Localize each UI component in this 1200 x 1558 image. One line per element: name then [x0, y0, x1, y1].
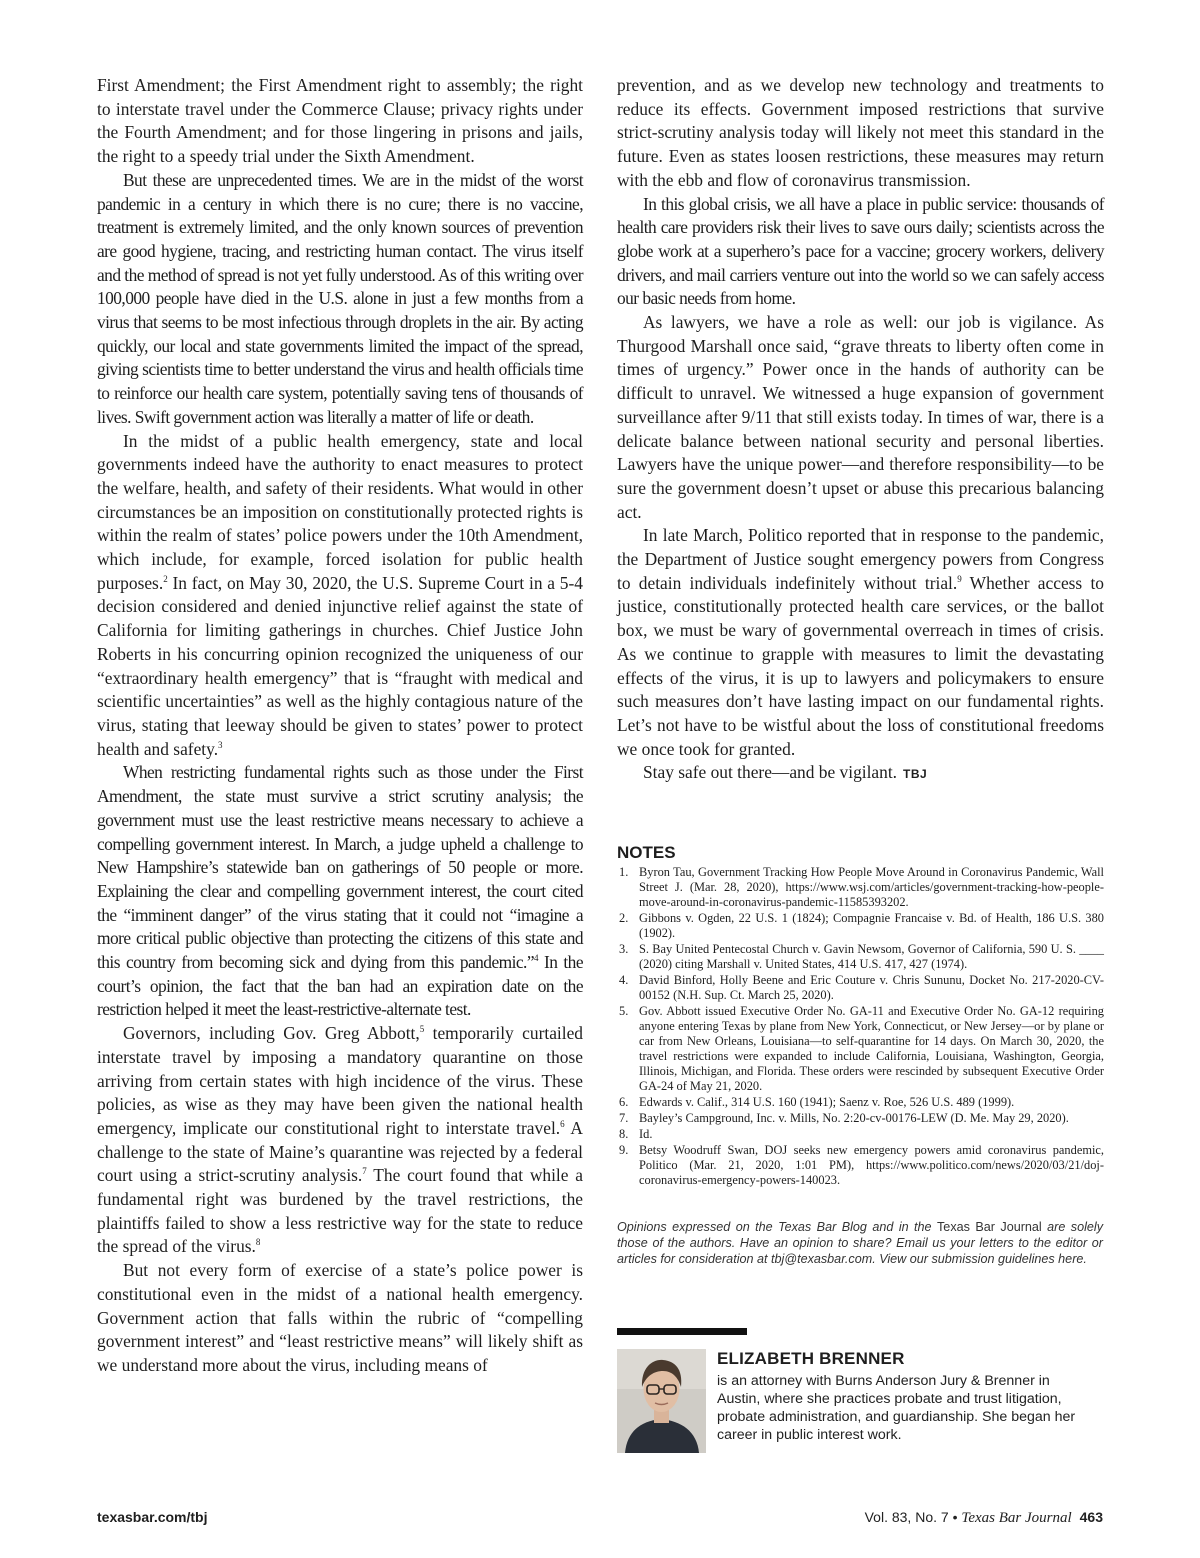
page-number: 463 [1079, 1509, 1103, 1525]
paragraph [97, 761, 583, 1022]
footnote-ref: 7 [362, 1166, 367, 1177]
note-text: Id. [639, 1127, 653, 1141]
paragraph [617, 761, 1104, 787]
end-mark: TBJ [903, 767, 928, 782]
paragraph-text: When restricting fundamental rights such as those under the First Amendment, the state must survive a strict scrutiny analysis; the government must use the least restrictive means necessary to achieve a compelling government interest. In March, a judge upheld a challenge to New Hampshire’s statewide ban on gatherings of 50 people or more. Explaining the clear and compelling government interest, the court cited the “imminent danger” of the virus stating that it could not “imagine a more critical public objective than protecting the citizens of this state and this country from becoming sick and dying from this pandemic.” [97, 762, 583, 973]
note-item [617, 973, 1104, 1003]
note-item [617, 1095, 1104, 1110]
note-number: 4. [619, 973, 629, 987]
paragraph-text: temporarily curtailed interstate travel by imposing a mandatory quarantine on those arriving from certain states with high incidence of the virus. These policies, as wise as they may have been given the national health emergency, implicate our constitutional right to interstate travel. [97, 1023, 583, 1138]
note-item [617, 1111, 1104, 1126]
paragraph [97, 430, 583, 762]
note-number: 3. [619, 942, 629, 956]
note-item [617, 942, 1104, 972]
notes-heading: NOTES [617, 843, 676, 862]
note-item [617, 1004, 1104, 1094]
left-column [97, 74, 583, 1378]
note-text: Betsy Woodruff Swan, DOJ seeks new emergency powers amid coronavirus pandemic, Politico (Mar. 21, 2020, 1:01 PM), https://www.politico.com/news/2020/03/21/doj-coronavirus-emergency-powers-140023. [639, 1143, 1104, 1187]
note-number: 9. [619, 1143, 629, 1157]
volume-number: Vol. 83, No. 7 [864, 1509, 949, 1525]
paragraph-text: In late March, Politico reported that in response to the pandemic, the Department of Justice sought emergency powers from Congress to detain individuals indefinitely without trial. [617, 525, 1104, 593]
opinion-text: Opinions expressed on the Texas Bar Blog and in the [617, 1220, 938, 1234]
author-photo [617, 1349, 706, 1453]
separator-bullet: • [952, 1509, 958, 1525]
paragraph-text: A challenge to the state of Maine’s quarantine was rejected by a federal court using a strict-scrutiny analysis. [97, 1117, 583, 1186]
note-text: Gibbons v. Ogden, 22 U.S. 1 (1824); Compagnie Francaise v. Bd. of Health, 186 U.S. 380 (1902). [639, 911, 1104, 940]
paragraph-text: In the court’s opinion, the fact that the ban had an expiration date on the restriction helped it meet the least-restrictive-alternate test. [97, 952, 583, 1020]
note-number: 8. [619, 1127, 629, 1141]
note-number: 7. [619, 1111, 629, 1125]
footer-issue-info [865, 1509, 1103, 1527]
note-item [617, 1143, 1104, 1188]
paragraph: In this global crisis, we all have a place in public service: thousands of health care providers risk their lives to save ours daily; scientists across the globe work at a superhero’s pace for a vaccine; grocery workers, delivery drivers, and mail carriers venture out into the world so we can safely access our basic needs from home. [617, 193, 1104, 309]
note-text: Gov. Abbott issued Executive Order No. GA-11 and Executive Order No. GA-12 requiring anyone entering Texas by plane from New York, Connecticut, or New Jersey—or by plane or car from New Orleans, Louisiana—to self-quarantine for 14 days. On March 30, 2020, the travel restrictions were expanded to include California, Louisiana, Washington, Georgia, Illinois, Michigan, and Florida. These orders were rescinded by subsequent Executive Order GA-24 of May 21, 2020. [639, 1004, 1104, 1093]
footnote-ref: 8 [255, 1237, 261, 1248]
footnote-ref: 2 [163, 573, 168, 584]
note-text: Bayley’s Campground, Inc. v. Mills, No. 2:20-cv-00176-LEW (D. Me. May 29, 2020). [639, 1111, 1069, 1125]
paragraph: But these are unprecedented times. We are in the midst of the worst pandemic in a century in which there is no cure; there is no vaccine, treatment is extremely limited, and the only known sources of prevention are good hygiene, tracing, and restricting human contact. The virus itself and the method of spread is not yet fully understood. As of this writing over 100,000 people have died in the U.S. alone in just a few months from a virus that seems to be most infectious through droplets in the air. By acting quickly, our local and state governments limited the impact of the spread, giving scientists time to better understand the virus and health officials time to reinforce our health care system, potentially saving tens of thousands of lives. Swift government action was literally a matter of life or death. [97, 169, 583, 427]
paragraph-text: Governors, including Gov. Greg Abbott, [123, 1023, 420, 1044]
paragraph-text: Whether access to justice, constitutionally protected health care services, or the ballot box, we must be wary of governmental overreach in times of crisis. As we continue to grapple with measures to limit the devastating effects of the virus, it is up to lawyers and policymakers to ensure such measures don’t have lasting impact on our fundamental rights. Let’s not have to be wistful about the loss of constitutional freedoms we once took for granted. [617, 572, 1104, 759]
footnote-ref: 6 [560, 1119, 565, 1130]
note-item [617, 911, 1104, 941]
author-name: ELIZABETH BRENNER [717, 1349, 905, 1368]
note-item [617, 1127, 1104, 1142]
journal-title: Texas Bar Journal [961, 1510, 1072, 1526]
note-number: 1. [619, 865, 629, 879]
note-number: 2. [619, 911, 629, 925]
paragraph: prevention, and as we develop new technology and treatments to reduce its effects. Government imposed restrictions that survive strict-scrutiny analysis today will likely not meet this standard in the future. Even as states loosen restrictions, these measures may return with the ebb and flow of coronavirus transmission. [617, 75, 1104, 190]
paragraph-text: The court found that while a fundamental right was burdened by the travel restrictions, the plaintiffs failed to show a less restrictive way for the state to reduce the spread of the virus. [97, 1165, 583, 1257]
footer-website[interactable]: texasbar.com/tbj [97, 1509, 208, 1525]
note-text: Edwards v. Calif., 314 U.S. 160 (1941); Saenz v. Roe, 526 U.S. 489 (1999). [639, 1095, 1015, 1109]
paragraph-text: In fact, on May 30, 2020, the U.S. Supreme Court in a 5-4 decision considered and denied injunctive relief against the state of California for limiting gatherings in churches. Chief Justice John Roberts in his concurring opinion recognized the uniqueness of our “extraordinary health emergency” that is “fraught with medical and scientific uncertainties” as well as the highly contagious nature of the virus, stating that leeway should be given to states’ power to protect health and safety. [97, 572, 583, 759]
opinion-text: are solely those of the authors. Have an opinion to share? Email us your letters to the editor or articles for consideration at tbj@texasbar.com. View our submission guidelines here. [617, 1220, 1103, 1266]
paragraph [97, 1022, 583, 1259]
note-number: 5. [619, 1004, 629, 1018]
author-portrait-image [617, 1349, 706, 1453]
note-text: David Binford, Holly Beene and Eric Couture v. Chris Sununu, Docket No. 217-2020-CV-00152 (N.H. Sup. Ct. March 25, 2020). [639, 973, 1104, 1002]
note-text: Byron Tau, Government Tracking How People Move Around in Coronavirus Pandemic, Wall Street J. (Mar. 28, 2020), https://www.wsj.com/articles/government-tracking-how-people-move-around-in-coronavirus-pandemic-11585393202. [639, 865, 1104, 909]
paragraph-text: Stay safe out there—and be vigilant. [643, 762, 898, 783]
author-divider [617, 1328, 747, 1335]
footnote-ref: 5 [419, 1024, 425, 1035]
opinion-disclaimer [617, 1220, 1103, 1267]
journal-name: Texas Bar Journal [937, 1220, 1042, 1234]
note-text: S. Bay United Pentecostal Church v. Gavin Newsom, Governor of California, 590 U. S. ____ (2020) citing Marshall v. United States, 414 U.S. 417, 427 (1974). [639, 942, 1104, 971]
note-item [617, 865, 1104, 910]
paragraph: First Amendment; the First Amendment right to assembly; the right to interstate travel under the Commerce Clause; privacy rights under the Fourth Amendment; and for those lingering in prisons and jails, the right to a speedy trial under the Sixth Amendment. [97, 75, 583, 167]
paragraph [617, 524, 1104, 761]
footnote-ref: 4 [534, 953, 538, 964]
footnote-ref: 3 [218, 739, 223, 750]
footnote-ref: 9 [957, 573, 962, 584]
paragraph: As lawyers, we have a role as well: our job is vigilance. As Thurgood Marshall once said, “grave threats to liberty often come in times of urgency.” Power once in the hands of authority can be difficult to unravel. We witnessed a huge expansion of government surveillance after 9/11 that still exists today. In times of war, there is a delicate balance between national security and personal liberties. Lawyers have the unique power—and therefore responsibility—to be sure the government doesn’t upset or abuse this precarious balancing act. [617, 312, 1104, 522]
notes-section [617, 843, 1104, 1189]
author-bio: is an attorney with Burns Anderson Jury & Brenner in Austin, where she practices probate and trust litigation, probate administration, and guardianship. She began her career in public interest work. [717, 1373, 1076, 1443]
note-number: 6. [619, 1095, 629, 1109]
paragraph-text: In the midst of a public health emergency, state and local governments indeed have the authority to enact measures to protect the welfare, health, and safety of their residents. What would in other circumstances be an imposition on constitutionally protected rights is within the realm of states’ police powers under the 10th Amendment, which include, for example, forced isolation for public health purposes. [97, 430, 583, 593]
paragraph: But not every form of exercise of a state’s police power is constitutional even in the midst of a national health emergency. Government action that falls within the rubric of “compelling government interest” and “least restrictive means” will likely shift as we understand more about the virus, including means of [97, 1260, 583, 1375]
right-column [617, 74, 1104, 787]
notes-list [617, 865, 1104, 1188]
